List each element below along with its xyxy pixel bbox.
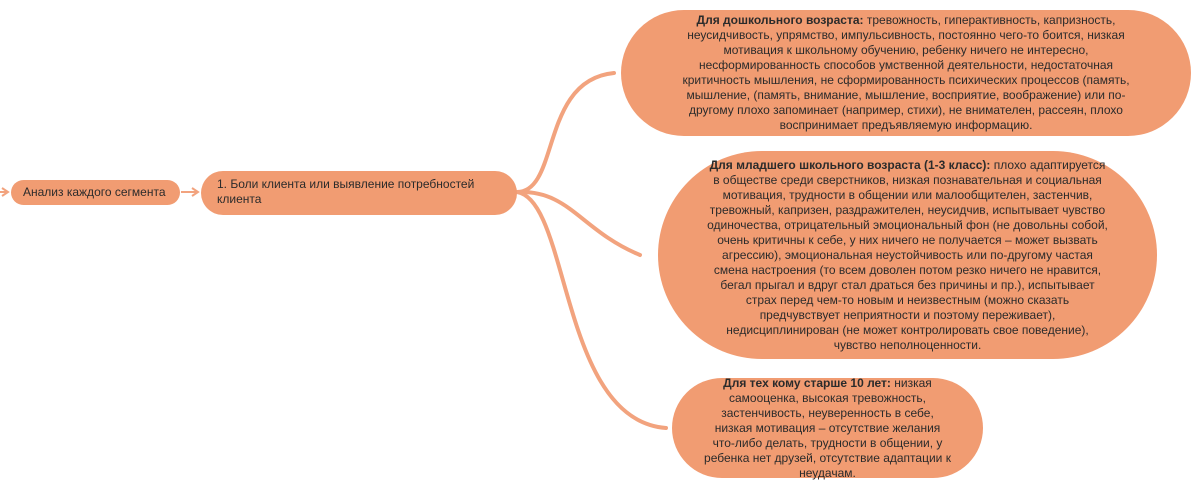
branch-title-over-10: Для тех кому старше 10 лет: <box>723 375 891 390</box>
root-node[interactable] <box>11 180 180 205</box>
branch-body-over-10: низкая самооценка, высокая тревожность, застенчивость, неуверенность в себе, низкая мотивация – отсутствие желания что-либо делать, трудности в общении, у ребенка нет друзей, отсутствие адаптации к неудачам. <box>704 375 951 480</box>
branch-node-preschool[interactable] <box>621 10 1191 136</box>
branch-text-primary-school <box>706 158 1109 353</box>
level1-label: 1. Боли клиента или выявление потребностей клиента <box>217 177 475 206</box>
branch-title-preschool: Для дошкольного возраста: <box>696 13 864 27</box>
branch-title-primary-school: Для младшего школьного возраста (1-3 класс): <box>709 157 991 172</box>
level1-node[interactable] <box>201 171 517 215</box>
branch-node-over-10[interactable] <box>672 375 983 480</box>
root-label: Анализ каждого сегмента <box>23 185 166 199</box>
branch-body-primary-school: плохо адаптируется в обществе среди сверстников, низкая познавательная и социальная мотивация, трудности в общении или малообщителен, застенчив, тревожный, капризен, раздражителен, неусидчив, испытывает чувство одиночества, отрицательный эмоциональный фон (не довольны собой, очень критичны к себе, у них ничего не получается – может вызвать агрессию), эмоциональная неустойчивость или по-другому частая смена настроения (то всем доволен потом резко ничего не нравится, бегал прыгал и вдруг стал драться без причины и пр.), испытывает страх перед чем-то новым и неизвестным (можно сказать предчувствует неприятности и поэтому переживает), недисциплинирован (не может контролировать свое поведение), чувство неполноценности. <box>707 157 1108 352</box>
branch-node-primary-school[interactable] <box>658 151 1157 359</box>
connector-branch-2 <box>517 192 640 255</box>
connector-branch-1 <box>517 73 614 192</box>
branch-body-preschool: тревожность, гиперактивность, капризность, неусидчивость, упрямство, импульсивность, постоянно чего-то боится, низкая мотивация к школьному обучению, ребенку ничего не интересно, несформированность способов умственной деятельности, недостаточная критичность мышления, не сформированность психических процессов (память, мышление, (память, внимание, мышление, восприятие, воображение) или по-другому плохо запоминает (например, стихи), не внимателен, рассеян, плохо воспринимает предъявляемую информацию. <box>682 13 1130 132</box>
branch-text-preschool <box>667 13 1145 133</box>
branch-text-over-10 <box>702 376 953 481</box>
